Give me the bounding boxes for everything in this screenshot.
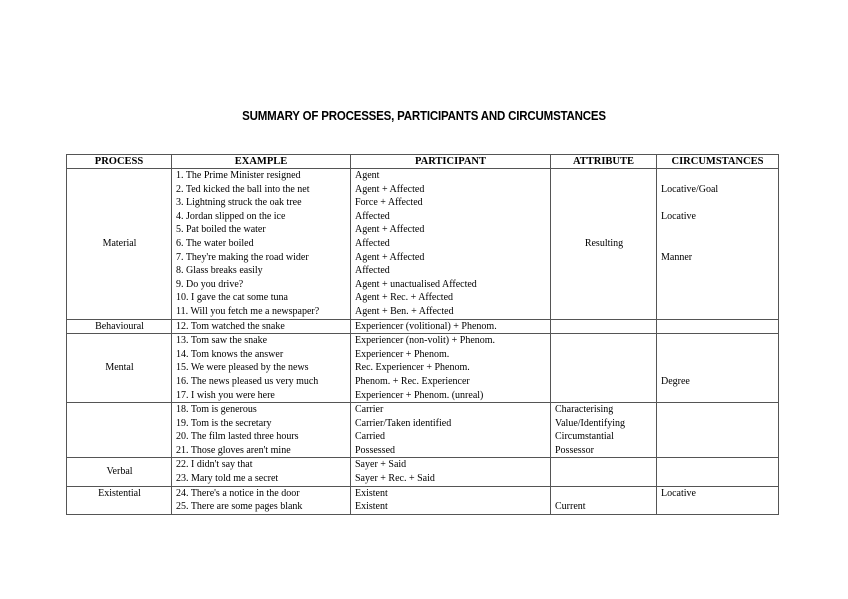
example-item: 17. I wish you were here (176, 389, 275, 401)
attribute-item: Characterising (555, 404, 614, 416)
examples-cell (172, 403, 351, 458)
participant-item: Carrier/Taken identified (355, 417, 452, 429)
header-attribute: ATTRIBUTE (551, 155, 657, 169)
attribute-item: Possessor (555, 444, 594, 456)
attribute-item (555, 334, 653, 348)
example-item: 4. Jordan slipped on the ice (176, 210, 286, 222)
attribute-cell (551, 403, 657, 458)
participant-item: Agent + Affected (355, 224, 425, 236)
circumstances-cell (657, 334, 779, 403)
example-item: 6. The water boiled (176, 237, 254, 249)
attribute-cell: Resulting (551, 169, 657, 320)
participant-item: Agent + Ben. + Affected (355, 305, 454, 317)
circumstance-item (661, 444, 775, 458)
table-row-verbal (67, 458, 779, 486)
examples-cell (172, 169, 351, 320)
examples-cell (172, 319, 351, 334)
example-item: 10. I gave the cat some tuna (176, 292, 288, 304)
circumstances-cell (657, 319, 779, 334)
participants-cell (351, 403, 551, 458)
participants-cell (351, 334, 551, 403)
attribute-item (555, 361, 653, 375)
attribute-item (555, 389, 653, 403)
example-item: 13. Tom saw the snake (176, 335, 268, 347)
participants-cell (351, 458, 551, 486)
attribute-cell (551, 458, 657, 486)
circumstance-item (661, 223, 775, 237)
participant-item: Carried (355, 431, 385, 443)
participants-cell (351, 169, 551, 320)
circumstance-item (661, 237, 775, 251)
circumstance-item (661, 278, 775, 292)
circumstances-cell (657, 486, 779, 514)
example-item: 16. The news pleased us very much (176, 375, 319, 387)
circumstance-item: Manner (661, 251, 693, 263)
examples-cell (172, 486, 351, 514)
table-row-mental (67, 334, 779, 403)
participant-item: Affected (355, 265, 390, 277)
header-circumstances: CIRCUMSTANCES (657, 155, 779, 169)
participant-item: Phenom. + Rec. Experiencer (355, 375, 470, 387)
circumstance-item (661, 361, 775, 375)
example-item: 21. Those gloves aren't mine (176, 444, 291, 456)
example-item: 24. There's a notice in the door (176, 487, 300, 499)
attribute-item: Circumstantial (555, 431, 614, 443)
example-item: 25. There are some pages blank (176, 501, 303, 513)
participant-item: Sayer + Said (355, 459, 407, 471)
participant-item: Sayer + Rec. + Said (355, 473, 435, 485)
example-item: 11. Will you fetch me a newspaper? (176, 305, 320, 317)
participant-item: Experiencer + Phenom. (unreal) (355, 389, 484, 401)
header-row (67, 155, 779, 169)
participant-item: Force + Affected (355, 197, 423, 209)
circumstance-item: Locative (661, 487, 696, 499)
attribute-cell (551, 319, 657, 334)
table-row-behavioural (67, 319, 779, 334)
examples-cell (172, 334, 351, 403)
circumstance-item (661, 169, 775, 183)
example-item: 20. The film lasted three hours (176, 431, 299, 443)
attribute-item (555, 348, 653, 362)
circumstance-item (661, 305, 775, 319)
circumstance-item: Locative (661, 210, 696, 222)
circumstances-cell (657, 169, 779, 320)
circumstance-item (661, 320, 775, 334)
attribute-cell (551, 486, 657, 514)
participant-item: Agent + Rec. + Affected (355, 292, 454, 304)
process-cell: Material (67, 169, 172, 320)
process-cell (67, 403, 172, 458)
attribute-item (555, 458, 653, 472)
attribute-item (555, 472, 653, 486)
example-item: 19. Tom is the secretary (176, 417, 272, 429)
circumstance-item (661, 196, 775, 210)
example-item: 9. Do you drive? (176, 278, 244, 290)
circumstance-item: Locative/Goal (661, 183, 719, 195)
participant-item: Experiencer (non-volit) + Phenom. (355, 335, 496, 347)
example-item: 18. Tom is generous (176, 404, 257, 416)
header-example: EXAMPLE (172, 155, 351, 169)
participant-item: Existent (355, 487, 388, 499)
process-cell: Behavioural (67, 319, 172, 334)
participant-item: Agent + Affected (355, 251, 425, 263)
circumstance-item (661, 389, 775, 403)
process-cell: Mental (67, 334, 172, 403)
example-item: 7. They're making the road wider (176, 251, 309, 263)
example-item: 1. The Prime Minister resigned (176, 170, 301, 181)
example-item: 14. Tom knows the answer (176, 348, 284, 360)
circumstances-cell (657, 458, 779, 486)
circumstance-item (661, 348, 775, 362)
example-item: 12. Tom watched the snake (176, 320, 285, 332)
header-process: PROCESS (67, 155, 172, 169)
participant-item: Experiencer (volitional) + Phenom. (355, 320, 497, 332)
example-item: 2. Ted kicked the ball into the net (176, 183, 310, 195)
participant-item: Agent + unactualised Affected (355, 278, 477, 290)
participants-cell (351, 319, 551, 334)
process-cell: Existential (67, 486, 172, 514)
circumstance-item (661, 500, 775, 514)
participant-item: Existent (355, 501, 388, 513)
example-item: 3. Lightning struck the oak tree (176, 197, 302, 209)
participants-cell (351, 486, 551, 514)
circumstance-item (661, 403, 775, 417)
example-item: 5. Pat boiled the water (176, 224, 266, 236)
example-item: 15. We were pleased by the news (176, 362, 309, 374)
example-item: 23. Mary told me a secret (176, 473, 279, 485)
circumstance-item (661, 417, 775, 431)
document-title: SUMMARY OF PROCESSES, PARTICIPANTS AND CIRCUMSTANCES (242, 109, 606, 123)
table-row-existential (67, 486, 779, 514)
table-row-material (67, 169, 779, 320)
header-participant: PARTICIPANT (351, 155, 551, 169)
summary-table (66, 154, 779, 515)
participant-item: Carrier (355, 404, 384, 416)
process-cell: Verbal (67, 458, 172, 486)
circumstance-item (661, 291, 775, 305)
circumstance-item (661, 458, 775, 472)
circumstance-item (661, 430, 775, 444)
example-item: 22. I didn't say that (176, 459, 253, 471)
participant-item: Affected (355, 237, 390, 249)
participant-item: Affected (355, 210, 390, 222)
examples-cell (172, 458, 351, 486)
attribute-item (555, 320, 653, 334)
attribute-item (555, 487, 653, 501)
attribute-item (555, 375, 653, 389)
circumstance-item (661, 334, 775, 348)
attribute-item: Current (555, 501, 586, 513)
table-row-relational (67, 403, 779, 458)
participant-item: Agent + Affected (355, 183, 425, 195)
attribute-cell (551, 334, 657, 403)
circumstance-item: Degree (661, 375, 690, 387)
circumstances-cell (657, 403, 779, 458)
participant-item: Possessed (355, 444, 396, 456)
attribute-item: Value/Identifying (555, 417, 625, 429)
participant-item: Agent (355, 170, 380, 181)
participant-item: Experiencer + Phenom. (355, 348, 450, 360)
participant-item: Rec. Experiencer + Phenom. (355, 362, 470, 374)
circumstance-item (661, 264, 775, 278)
circumstance-item (661, 472, 775, 486)
example-item: 8. Glass breaks easily (176, 265, 263, 277)
